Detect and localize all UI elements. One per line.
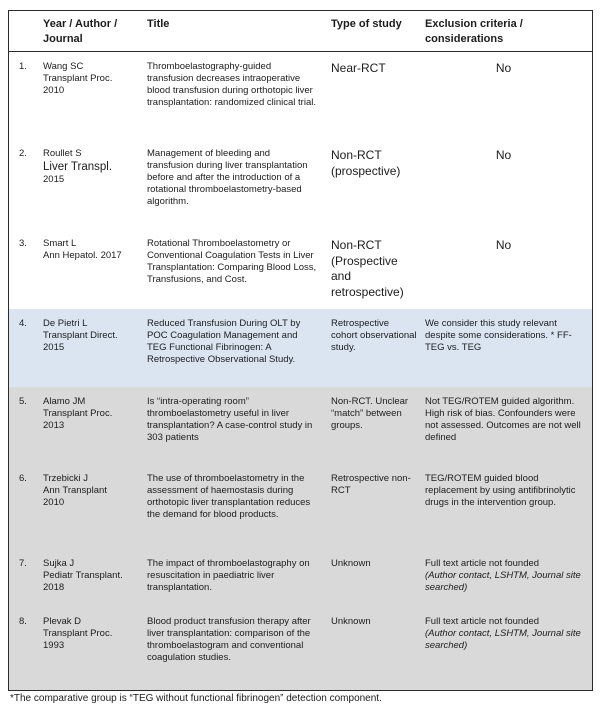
author-line: Alamo JM [43, 396, 86, 407]
journal-line: Transplant Direct. [43, 330, 118, 341]
study-type-cell: Near-RCT [331, 61, 386, 75]
table-row [9, 549, 592, 607]
table-row [9, 139, 592, 229]
journal-line: Transplant Proc. [43, 408, 113, 419]
header-study-type: Type of study [331, 18, 402, 30]
exclusion-text: Full text article not founded [425, 558, 540, 569]
journal-line: Ann Hepatol. 2017 [43, 250, 122, 261]
year-line: 1993 [43, 640, 65, 651]
table-header-row [9, 11, 592, 52]
exclusion-note: (Author contact, LSHTM, Journal site searched) [425, 570, 581, 593]
study-type-cell: Non-RCT. Unclear “match” between groups. [331, 396, 409, 431]
journal-line: Transplant Proc. [43, 73, 113, 84]
exclusion-cell: No [495, 148, 512, 162]
author-line: Trzebicki J [43, 473, 89, 484]
studies-table [8, 10, 593, 691]
study-type-cell: Retrospective non-RCT [331, 473, 411, 496]
exclusion-note: (Author contact, LSHTM, Journal site searched) [425, 628, 581, 651]
table-row [9, 387, 592, 464]
title-cell: Reduced Transfusion During OLT by POC Coagulation Management and TEG Functional Fibrinogen: A Retrospective Observational Study. [147, 318, 301, 365]
title-cell: The use of thromboelastometry in the assessment of haemostasis during orthotopic liver transplantation reduces the demand for blood products. [147, 473, 311, 520]
exclusion-cell: TEG/ROTEM guided blood replacement by using antifibrinolytic drugs in the intervention group. [425, 473, 576, 508]
study-type-cell: Non-RCT (Prospective and retrospective) [331, 238, 404, 299]
title-cell: Management of bleeding and transfusion during liver transplantation before and after the introduction of a rotational thromboelastometry-based algorithm. [147, 148, 308, 207]
year-line: 2018 [43, 582, 65, 593]
author-journal-cell [43, 229, 147, 309]
author-line: Sujka J [43, 558, 75, 569]
table-row [9, 464, 592, 549]
study-type-cell: Retrospective cohort observational study. [331, 318, 417, 353]
year-line: 2015 [43, 342, 65, 353]
author-line: Plevak D [43, 616, 82, 627]
author-line: De Pietri L [43, 318, 88, 329]
author-journal-cell [43, 309, 147, 387]
title-cell: Thromboelastography-guided transfusion decreases intraoperative blood transfusion during orthotopic liver transplantation: randomized clinical trial. [147, 61, 316, 108]
row-number: 6. [19, 473, 27, 484]
title-cell: Blood product transfusion therapy after liver transplantation: comparison of the thromboelastogram and conventional coagulation studies. [147, 616, 311, 663]
table-row [9, 607, 592, 690]
footnote: *The comparative group is “TEG without functional fibrinogen” detection component. [10, 693, 382, 704]
header-number [9, 11, 43, 51]
exclusion-cell: No [495, 61, 512, 75]
table-row [9, 229, 592, 309]
exclusion-text: Full text article not founded [425, 616, 540, 627]
header-exclusion: Exclusion criteria / considerations [425, 18, 523, 45]
row-number: 7. [19, 558, 27, 569]
header-title: Title [147, 18, 170, 30]
journal-line: Transplant Proc. [43, 628, 113, 639]
row-number: 4. [19, 318, 27, 329]
year-line: 2013 [43, 420, 65, 431]
exclusion-cell: No [495, 238, 512, 252]
table-row-highlighted [9, 309, 592, 387]
header-author-journal: Year / Author / Journal [43, 18, 118, 45]
table-row [9, 52, 592, 139]
exclusion-cell [425, 607, 592, 690]
author-journal-cell [43, 387, 147, 464]
year-line: 2010 [43, 85, 65, 96]
author-line: Roullet S [43, 148, 82, 159]
study-type-cell: Unknown [331, 558, 371, 569]
author-journal-cell [43, 139, 147, 229]
author-journal-cell [43, 52, 147, 139]
author-journal-cell [43, 549, 147, 607]
row-number: 1. [19, 61, 27, 72]
author-journal-cell [43, 607, 147, 690]
exclusion-cell: We consider this study relevant despite some considerations. * FF-TEG vs. TEG [425, 318, 572, 353]
journal-line: Pediatr Transplant. [43, 570, 123, 581]
exclusion-cell [425, 549, 592, 607]
title-cell: Rotational Thromboelastometry or Conventional Coagulation Tests in Liver Transplantation: Comparing Blood Loss, Transfusions, and Cost. [147, 238, 317, 285]
author-journal-cell [43, 464, 147, 549]
year-line: 2010 [43, 497, 65, 508]
study-type-cell: Non-RCT (prospective) [331, 148, 401, 178]
journal-line: Ann Transplant [43, 485, 107, 496]
title-cell: The impact of thromboelastography on resuscitation in paediatric liver transplantation. [147, 558, 310, 593]
row-number: 8. [19, 616, 27, 627]
title-cell: Is “intra-operating room” thromboelastometry useful in liver transplantation? A case-control study in 303 patients [147, 396, 313, 443]
exclusion-cell: Not TEG/ROTEM guided algorithm. High risk of bias. Confounders were not assessed. Outcomes are not well defined [425, 396, 581, 443]
row-number: 2. [19, 148, 27, 159]
study-type-cell: Unknown [331, 616, 371, 627]
year-line: 2015 [43, 174, 65, 185]
author-line: Smart L [43, 238, 77, 249]
row-number: 5. [19, 396, 27, 407]
journal-line: Liver Transpl. [43, 161, 113, 173]
row-number: 3. [19, 238, 27, 249]
author-line: Wang SC [43, 61, 84, 72]
